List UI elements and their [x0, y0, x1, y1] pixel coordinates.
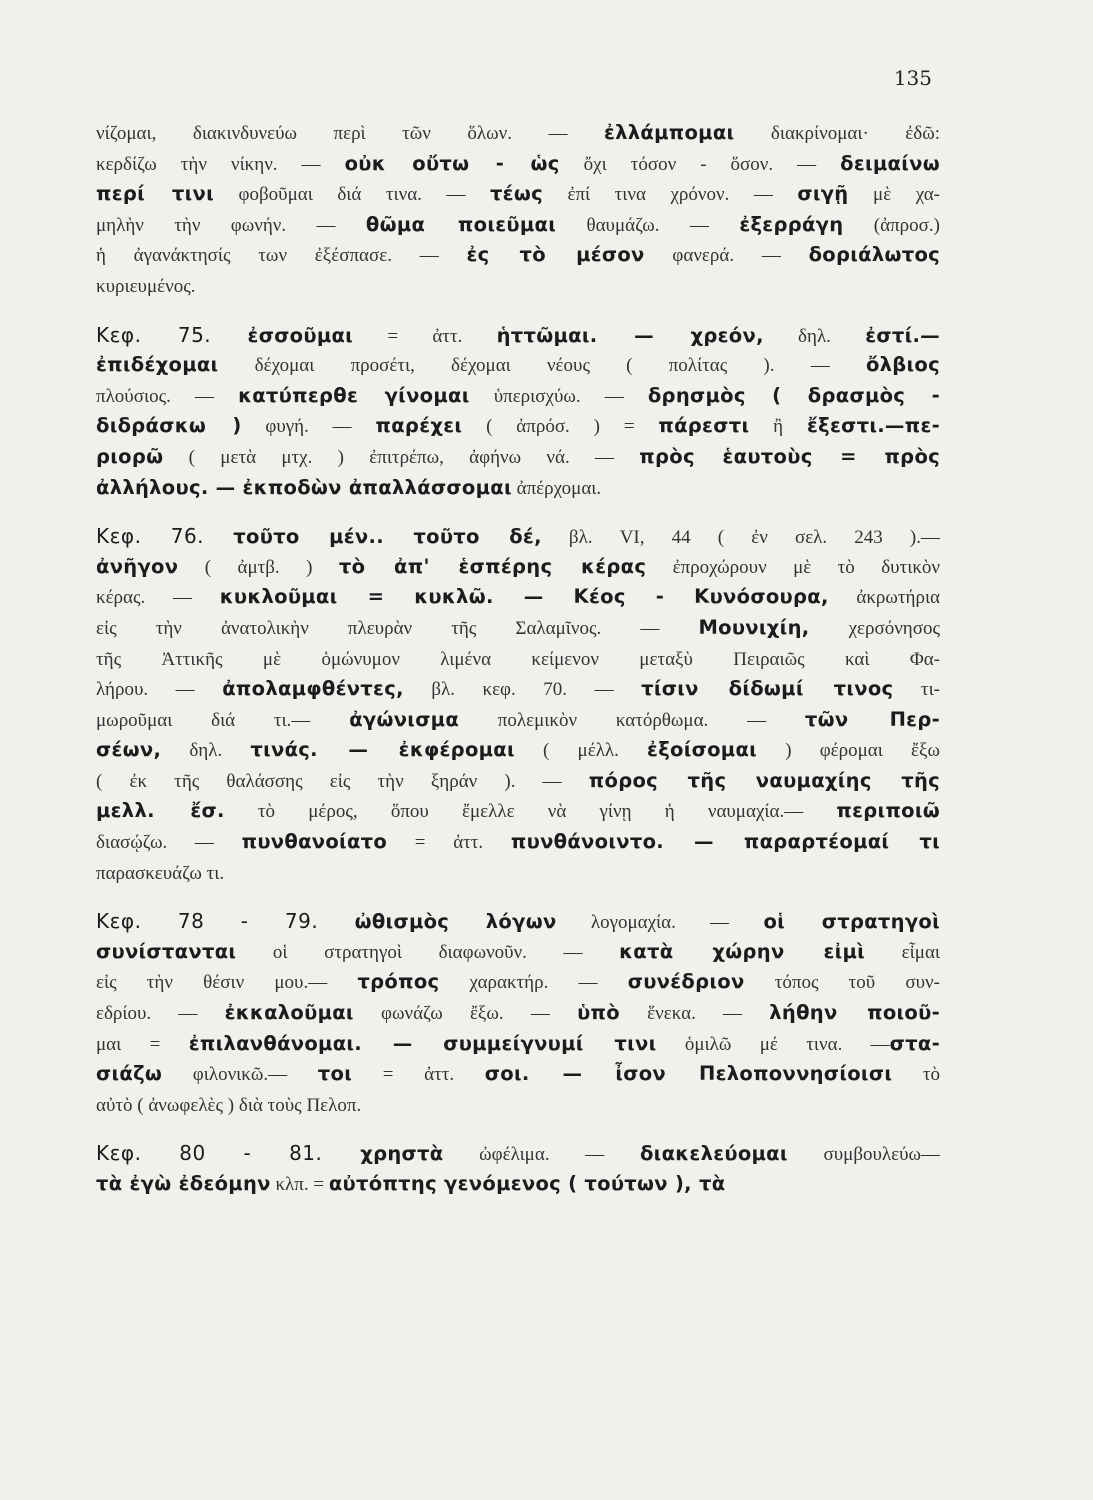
chapter-heading: Κεφ. 75. [96, 322, 248, 347]
gloss-text: αὐτὸ ( ἀνωφελὲς ) διὰ τοὺς Πελοπ. [96, 1094, 362, 1116]
lemma-bold: τῶν Περ- [804, 707, 940, 731]
text-line [96, 1029, 940, 1060]
lemma-bold: σοι. — ἶσον Πελοποννησίοισι [484, 1062, 893, 1086]
gloss-text: παρασκευάζω τι. [96, 862, 225, 884]
text-line [96, 766, 940, 797]
gloss-text: οἱ στρατηγοὶ διαφωνοῦν. — [236, 941, 620, 963]
text-line [96, 613, 940, 644]
lemma-bold: ὑπὸ [577, 1001, 620, 1025]
gloss-text: χαρακτήρ. — [439, 972, 628, 994]
gloss-text: λογομαχία. — [556, 912, 764, 934]
gloss-text: εἰς τὴν ἀνατολικὴν πλευρὰν τῆς Σαλαμῖνος. — [96, 617, 699, 639]
lemma-bold: διακελεύομαι [639, 1142, 788, 1166]
gloss-text: ὁμιλῶ μέ τινα. — [656, 1033, 890, 1055]
text-line [96, 271, 940, 302]
gloss-text: τι- [893, 679, 940, 701]
gloss-text: διακρίνομαι· ἐδῶ: [734, 123, 940, 144]
gloss-text: μαι = [96, 1033, 189, 1055]
gloss-text: ( μέλλ. [514, 740, 648, 762]
lemma-bold: ριορῶ [96, 444, 164, 468]
text-line [96, 521, 940, 552]
lemma-bold: στα- [889, 1031, 940, 1055]
lemma-bold: ὠθισμὸς λόγων [354, 910, 557, 934]
gloss-text: δέχομαι προσέτι, δέχομαι νέους ( πολίτας ). — [218, 355, 866, 377]
gloss-text: ἐπί τινα χρόνον. — [542, 184, 798, 206]
gloss-text: ὑπερισχύω. — [469, 385, 648, 407]
text-line [96, 796, 940, 827]
gloss-text: = ἀττ. [387, 832, 511, 854]
lemma-bold: περιποιῶ [836, 799, 940, 823]
lemma-bold: τρόπος [357, 970, 440, 994]
gloss-text: ( ἀπρόσ. ) = [462, 416, 659, 438]
gloss-text: εἶμαι [865, 941, 940, 963]
lemma-bold: δειμαίνω [840, 151, 940, 175]
gloss-text: φωνάζω ἔξω. — [353, 1003, 578, 1025]
text-line [96, 240, 940, 271]
text-line [96, 735, 940, 766]
lemma-bold: ἐκκαλοῦμαι [224, 1001, 354, 1025]
gloss-text: μηλὴν τὴν φωνήν. — [96, 214, 366, 236]
text-line [96, 350, 940, 381]
text-line [96, 320, 940, 351]
gloss-text: μὲ χα- [848, 184, 940, 206]
text-line [96, 827, 940, 858]
text-line [96, 998, 940, 1029]
lemma-bold: Μουνιχίη, [698, 615, 810, 639]
lemma-bold: κατύπερθε γίνομαι [238, 383, 470, 407]
text-line [96, 473, 940, 504]
lemma-bold: συνέδριον [627, 970, 745, 994]
gloss-text: κυριευμένος. [96, 275, 196, 297]
lemma-bold: τὰ ἐγὼ ἐδεόμην [96, 1172, 271, 1195]
gloss-text: = ἀττ. [352, 1064, 485, 1086]
paragraph-gap [96, 503, 940, 521]
lemma-bold: ἀπολαμφθέντες, [222, 677, 404, 701]
gloss-text: ( ἀμτβ. ) [178, 556, 339, 578]
gloss-text: ( μετὰ μτχ. ) ἐπιτρέπω, ἀφήνω νά. — [163, 446, 640, 468]
gloss-text: τὸ μέρος, ὅπου ἔμελλε νὰ γίνῃ ἡ ναυμαχία.— [224, 801, 837, 823]
gloss-text: ὄχι τόσον - ὅσον. — [559, 153, 841, 175]
text-line [96, 381, 940, 412]
lemma-bold: οἱ στρατηγοὶ [763, 910, 940, 934]
lemma-bold: πάρεστι [658, 414, 750, 438]
page-number: 135 [893, 66, 932, 90]
lemma-bold: ἐξερράγη [739, 212, 844, 236]
text-line [96, 1059, 940, 1090]
gloss-text: κερδίζω τὴν νίκην. — [96, 153, 345, 175]
lemma-bold: θῶμα ποιεῦμαι [365, 212, 557, 236]
lemma-bold: λήθην ποιοῦ- [769, 1001, 940, 1025]
paragraph-gap [96, 888, 940, 906]
text-line [96, 582, 940, 613]
lemma-bold: δοριάλωτος [808, 243, 940, 267]
gloss-text: εδρίου. — [96, 1003, 225, 1025]
text-line [96, 411, 940, 442]
lemma-bold: πρὸς ἑαυτοὺς = πρὸς [639, 444, 940, 468]
lemma-bold: ἐξοίσομαι [647, 738, 758, 762]
gloss-text: φανερά. — [644, 245, 809, 267]
gloss-text: δηλ. [161, 740, 251, 762]
lemma-bold: ὄλβιος [865, 353, 940, 377]
text-line [96, 906, 940, 937]
lemma-bold: πυνθανοίατο [241, 830, 388, 854]
gloss-text: ( ἐκ τῆς θαλάσσης εἰς τὴν ξηράν ). — [96, 770, 589, 792]
text-line [96, 149, 940, 180]
lemma-bold: τοι [317, 1062, 353, 1086]
gloss-text: τόπος τοῦ συν- [744, 972, 940, 994]
gloss-text: χερσόνησος [809, 617, 940, 639]
lemma-bold: περί τινι [96, 182, 215, 206]
paragraph-gap [96, 1120, 940, 1138]
gloss-text: ἢ [749, 416, 807, 438]
lemma-bold: χρηστὰ [360, 1142, 444, 1166]
gloss-text: πολεμικὸν κατόρθωμα. — [459, 709, 805, 731]
gloss-text: (ἀπροσ.) [843, 214, 940, 236]
lemma-bold: ἐς τὸ μέσον [466, 243, 645, 267]
gloss-text: φυγή. — [241, 416, 376, 438]
text-line [96, 118, 940, 149]
gloss-text: ἕνεκα. — [619, 1003, 770, 1025]
gloss-text: ἀκρωτήρια [828, 587, 940, 609]
gloss-text: τὸ [892, 1064, 940, 1086]
text-line [96, 937, 940, 968]
lemma-bold: τέως [489, 182, 543, 206]
lemma-bold: ἐπιδέχομαι [96, 353, 219, 377]
gloss-text: κέρας. — [96, 587, 220, 609]
gloss-text: βλ. κεφ. 70. — [403, 679, 642, 701]
lemma-bold: ἐσσοῦμαι [247, 323, 354, 347]
text-line [96, 552, 940, 583]
lemma-bold: πόρος τῆς ναυμαχίης τῆς [588, 768, 940, 792]
gloss-text: τῆς Ἀττικῆς μὲ ὁμώνυμον λιμένα κείμενον μεταξὺ Πειραιῶς καὶ Φα- [96, 648, 940, 670]
gloss-text: ) φέρομαι ἔξω [757, 740, 940, 762]
lemma-bold: μελλ. ἔσ. [96, 799, 225, 823]
commentary-text [96, 118, 940, 1200]
text-line [96, 674, 940, 705]
gloss-text: ὠφέλιμα. — [443, 1144, 640, 1166]
gloss-text: πλούσιος. — [96, 385, 239, 407]
gloss-text: μωροῦμαι διά τι.— [96, 709, 350, 731]
text-line [96, 858, 940, 889]
lemma-bold: αὐτόπτης γενόμενος ( τούτων ), τὰ [328, 1172, 726, 1195]
gloss-text: θαυμάζω. — [556, 214, 740, 236]
text-line [96, 705, 940, 736]
lemma-bold: οὐκ οὔτω - ὡς [344, 151, 560, 175]
lemma-bold: τίσιν δίδωμί τινος [641, 677, 894, 701]
lemma-bold: ἐπιλανθάνομαι. — συμμείγνυμί τινι [188, 1031, 657, 1055]
lemma-bold: ἀνῆγον [96, 554, 179, 578]
text-line [96, 179, 940, 210]
text-line [96, 1169, 940, 1200]
lemma-bold: ἐστί.— [865, 323, 940, 347]
text-line [96, 967, 940, 998]
gloss-text: ἡ ἀγανάκτησίς των ἐξέσπασε. — [96, 245, 467, 267]
lemma-bold: σιάζω [96, 1062, 163, 1086]
lemma-bold: σιγῇ [797, 182, 849, 206]
lemma-bold: ἔξεστι.—πε- [806, 414, 940, 438]
lemma-bold: διδράσκω ) [96, 414, 242, 438]
lemma-bold: κυκλοῦμαι = κυκλῶ. — Κέος - Κυνόσουρα, [219, 585, 829, 609]
gloss-text: συμβουλεύω— [787, 1144, 940, 1166]
gloss-text: ἀπέρχομαι. [511, 477, 602, 499]
gloss-text: νίζομαι, διακινδυνεύω περὶ τῶν ὅλων. — [96, 123, 604, 144]
lemma-bold: σέων, [96, 738, 162, 762]
gloss-text: εἰς τὴν θέσιν μου.— [96, 972, 358, 994]
gloss-text: φοβοῦμαι διά τινα. — [214, 184, 490, 206]
chapter-heading: Κεφ. 78 - 79. [96, 909, 355, 934]
lemma-bold: τοῦτο μέν.. τοῦτο δέ, [233, 525, 542, 549]
paragraph-gap [96, 302, 940, 320]
lemma-bold: παρέχει [375, 414, 463, 438]
lemma-bold: ἐλλάμπομαι [603, 121, 735, 144]
gloss-text: ἐπροχώρουν μὲ τὸ δυτικὸν [646, 556, 940, 578]
lemma-bold: ἡττῶμαι. — χρεόν, [496, 323, 764, 347]
gloss-text: = ἀττ. [353, 325, 497, 347]
chapter-heading: Κεφ. 76. [96, 524, 234, 549]
text-line [96, 1090, 940, 1121]
lemma-bold: τινάς. — ἐκφέρομαι [250, 738, 515, 762]
lemma-bold: ἀλλήλους. — ἐκποδὼν ἀπαλλάσσομαι [96, 475, 512, 499]
lemma-bold: πυνθάνοιντο. — παραρτέομαί τι [510, 830, 940, 854]
lemma-bold: κατὰ χώρην εἰμὶ [619, 939, 866, 963]
gloss-text: βλ. VI, 44 ( ἐν σελ. 243 ).— [541, 527, 940, 549]
gloss-text: κλπ. = [270, 1174, 329, 1195]
text-line [96, 1138, 940, 1169]
lemma-bold: δρησμὸς ( δρασμὸς - [647, 383, 940, 407]
chapter-heading: Κεφ. 80 - 81. [96, 1141, 361, 1166]
gloss-text: διασῴζω. — [96, 832, 242, 854]
text-line [96, 210, 940, 241]
text-line [96, 442, 940, 473]
gloss-text: φιλονικῶ.— [162, 1064, 318, 1086]
text-line [96, 644, 940, 675]
gloss-text: δηλ. [763, 325, 866, 347]
lemma-bold: συνίστανται [96, 939, 237, 963]
lemma-bold: ἀγώνισμα [349, 707, 460, 731]
lemma-bold: τὸ ἀπ' ἑσπέρης κέρας [338, 554, 647, 578]
gloss-text: λήρου. — [96, 679, 223, 701]
